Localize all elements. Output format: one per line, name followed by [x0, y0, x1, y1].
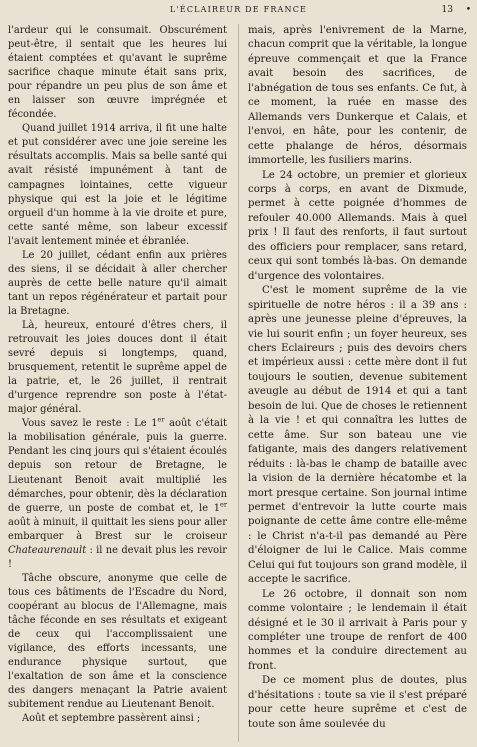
paragraph: l'ardeur qui le consumait. Obscurément peut-être, il sentait que les heures lui étaient comptées et qu'avant le suprême sacrifice chaque minute était sans prix, pour répandre un peu plus de son âme et en laisser son œuvre imprégnée et fécondée.: [8, 25, 227, 121]
left-column: [8, 24, 227, 742]
page-header: [0, 5, 477, 19]
paragraph: De ce moment plus de doutes, plus d'hésitations : toute sa vie il s'est préparé pour cette heure suprême et c'est de toute son âme soulevée du: [248, 675, 467, 730]
paragraph: [8, 417, 227, 572]
text-run: août à minuit, il quittait les siens pour aller embarquer à Brest sur le croiseur: [8, 516, 227, 542]
superscript: er: [220, 500, 227, 509]
paragraph: Le 20 juillet, cédant enfin aux prières des siens, il se décidait à aller chercher auprès de cette belle nature qu'il aimait tant un repos régénérateur et partait pour la Bretagne.: [8, 249, 227, 317]
text-run: août c'était la mobilisation générale, puis la guerre. Pendant les cinq jours qui s'étaient écoulés depuis son retour de Bretagne, le Lieutenant Benoit avait multiplié les démarches, pour obtenir, dès la déclaration de guerre, un poste de combat et, le 1: [8, 418, 227, 514]
paragraph: Le 24 octobre, un premier et glorieux corps à corps, en avant de Dixmude, permet à cette poignée d'hommes de refouler 40.000 Allemands. Mais à quel prix ! Il faut des renforts, il faut surtout des officiers pour remplacer, sans retard, ceux qui sont tombés là-bas. On demande d'urgence des volontaires.: [248, 169, 467, 282]
running-title: L'ÉCLAIREUR DE FRANCE: [169, 5, 308, 14]
paragraph: Là, heureux, entouré d'êtres chers, il retrouvait les joies douces dont il était sevré depuis si longtemps, quand, brusquement, retentit le suprême appel de la patrie, et, le 26 juillet, il rentrait d'urgence reprendre son poste à l'état-major général.: [8, 319, 227, 416]
paragraph: mais, après l'enivrement de la Marne, chacun comprit que la véritable, la longue épreuve commençait et que la France avait besoin des sacrifices, de l'abnégation de tous ses enfants. Ce fut, à ce moment, la ruée en masse des Allemands vers Dunkerque et Calais, et l'envoi, en hâte, pour les contenir, de cette phalange de héros, désormais immortelle, les fusiliers marins.: [248, 25, 467, 167]
text-run: : il ne devait plus les revoir !: [8, 544, 227, 570]
ship-name: Chateaurenault: [8, 544, 87, 556]
ornament-dot: •: [465, 5, 471, 15]
paragraph: C'est le moment suprême de la vie spirituelle de notre héros : il a 39 ans : après une jeunesse pleine d'épreuves, la vie lui sourit enfin ; un foyer heureux, ses chers Eclaireurs ; puis des devoirs chers et impérieux aussi : cette mère dont il fut toujours le soutien, devenue subitement aveugle au début de 1914 et qui a tant besoin de lui. Que de choses le retiennent à la vie ! et qui connaîtra les luttes de cette âme. Sur son bateau une vie fatigante, mais des dangers relativement réduits : là-bas le champ de bataille avec la vision de la dernière hécatombe et la mort presque certaine. Son journal intime permet d'entrevoir la lutte courte mais poignante de cette âme contre elle-même : le Christ n'a-t-il pas demandé au Père d'éloigner de lui le Calice. Mais comme Celui qui fut toujours son grand modèle, il accepte le sacrifice.: [248, 285, 467, 586]
paragraph: Le 26 octobre, il donnait son nom comme volontaire ; le lendemain il était désigné et le 30 il arrivait à Paris pour y compléter une troupe de renfort de 400 hommes et la conduire directement au front.: [248, 588, 467, 672]
right-column: [248, 24, 467, 742]
paragraph: Tâche obscure, anonyme que celle de tous ces bâtiments de l'Escadre du Nord, coopérant au blocus de l'Allemagne, mais tâche féconde en ses résultats et exigeant de ceux qui l'accomplissaient une vigilance, des efforts incessants, une endurance physique surtout, que l'exaltation de son âme et la conscience des dangers menaçant la Patrie avaient subitement rendue au Lieutenant Benoit.: [8, 572, 227, 711]
text-run: Vous savez le reste : Le 1: [22, 418, 158, 430]
superscript: er: [157, 416, 165, 425]
page-number: 13: [441, 5, 453, 15]
paragraph: Août et septembre passèrent ainsi ;: [22, 713, 201, 725]
article-body: [8, 24, 467, 742]
paragraph: Quand juillet 1914 arriva, il fit une halte et put considérer avec une joie sereine les résultats accomplis. Mais sa belle santé qui avait résisté impunément à tant de campagnes lointaines, cette vigueur physique qui est la joie et le légitime orgueil d'un homme à la vie droite et pure, cette santé même, son labeur excessif l'avait lentement minée et ébranlée.: [8, 123, 227, 247]
